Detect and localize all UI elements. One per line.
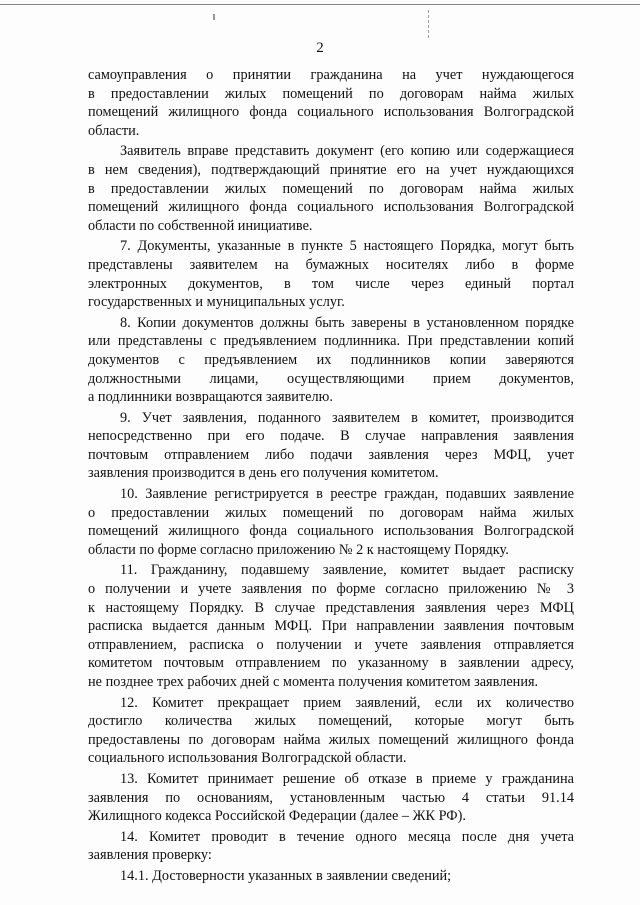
- text-line: Заявитель вправе представить документ (его копию или содержащиеся: [120, 143, 574, 160]
- text-line: к настоящему Порядку. В случае представления заявления через МФЦ: [88, 599, 574, 616]
- text-line: отправлением, расписка о получении и учете заявления отправляется: [88, 636, 574, 653]
- text-line: 12. Комитет прекращает прием заявлений, если их количество: [120, 694, 574, 711]
- text-line: документов с предъявлением их подлинников копии заверяются: [88, 351, 574, 368]
- paragraph: [88, 828, 574, 865]
- text-line: электронных документов, в том числе через единый портал: [88, 275, 574, 292]
- text-line: должностными лицами, осуществляющими прием документов,: [88, 370, 574, 387]
- text-line: помещений жилищного фонда социального использования Волгоградской: [88, 104, 574, 121]
- text-line: 14.1. Достоверности указанных в заявлении сведений;: [120, 867, 452, 884]
- paragraph: [88, 770, 574, 826]
- text-line: в нем сведения), подтверждающий принятие его на учет нуждающихся: [88, 161, 574, 178]
- text-line: 9. Учет заявления, поданного заявителем в комитет, производится: [120, 409, 574, 426]
- paragraph: [88, 314, 574, 407]
- text-line: самоуправления о принятии гражданина на учет нуждающегося: [88, 67, 574, 83]
- paragraph: [88, 66, 574, 140]
- text-line: предоставлены по договорам найма жилых помещений жилищного фонда: [88, 731, 574, 748]
- paragraph: [88, 694, 574, 768]
- text-line: в предоставлении жилых помещений по договорам найма жилых: [88, 180, 574, 197]
- text-line: непосредственно при его подаче. В случае направления заявления: [88, 428, 574, 445]
- paragraph: [88, 485, 574, 559]
- page-number: 2: [316, 40, 324, 56]
- text-line: помещений жилищного фонда социального использования Волгоградской: [88, 199, 574, 216]
- text-line: 8. Копии документов должны быть заверены в установленном порядке: [120, 314, 574, 331]
- paragraph: [88, 561, 574, 691]
- text-line: расписка выдается данным МФЦ. При направлении заявления почтовым: [88, 618, 574, 635]
- text-line: о предоставлении жилых помещений по договорам найма жилых: [88, 504, 574, 521]
- text-line: государственных и муниципальных услуг.: [88, 294, 345, 311]
- scan-edge-line: [0, 4, 640, 5]
- text-line: области по собственной инициативе.: [88, 217, 313, 234]
- text-line: или представлены с предъявлением подлинника. При представлении копий: [88, 333, 574, 350]
- text-line: о получении и учете заявления по форме согласно приложению № 3: [88, 581, 574, 598]
- text-line: 7. Документы, указанные в пункте 5 настоящего Порядка, могут быть: [120, 238, 574, 255]
- text-line: социального использования Волгоградской области.: [88, 750, 407, 767]
- paragraph: [88, 867, 574, 886]
- text-line: заявления по основаниям, установленным частью 4 статьи 91.14: [88, 789, 574, 806]
- text-line: области по форме согласно приложению № 2 к настоящему Порядку.: [88, 541, 509, 558]
- text-line: представлены заявителем на бумажных носителях либо в форме: [88, 256, 574, 273]
- document-body: [88, 66, 574, 888]
- text-line: 13. Комитет принимает решение об отказе в приеме у гражданина: [120, 770, 574, 787]
- text-line: а подлинники возвращаются заявителю.: [88, 389, 333, 406]
- scan-artifact: [213, 14, 215, 20]
- paragraph: [88, 142, 574, 235]
- text-line: не позднее трех рабочих дней с момента получения комитетом заявления.: [88, 674, 539, 690]
- text-line: заявления производится в день его получения комитетом.: [88, 465, 439, 482]
- text-line: почтовым отправлением либо подачи заявления через МФЦ, учет: [88, 446, 574, 463]
- text-line: 11. Гражданину, подавшему заявление, комитет выдает расписку: [120, 562, 574, 579]
- text-line: области.: [88, 122, 140, 139]
- text-line: в предоставлении жилых помещений по договорам найма жилых: [88, 85, 574, 102]
- text-line: Жилищного кодекса Российской Федерации (далее – ЖК РФ).: [88, 808, 466, 825]
- text-line: достигло количества жилых помещений, которые могут быть: [88, 713, 574, 730]
- text-line: комитетом почтовым отправлением по указанному в заявлении адресу,: [88, 655, 574, 672]
- text-line: 14. Комитет проводит в течение одного месяца после дня учета: [120, 828, 574, 845]
- text-line: 10. Заявление регистрируется в реестре граждан, подавших заявление: [120, 486, 574, 503]
- paragraph: [88, 409, 574, 483]
- scan-artifact: [428, 10, 430, 38]
- text-line: помещений жилищного фонда социального использования Волгоградской: [88, 523, 574, 540]
- paragraph: [88, 237, 574, 311]
- text-line: заявления проверку:: [88, 847, 212, 864]
